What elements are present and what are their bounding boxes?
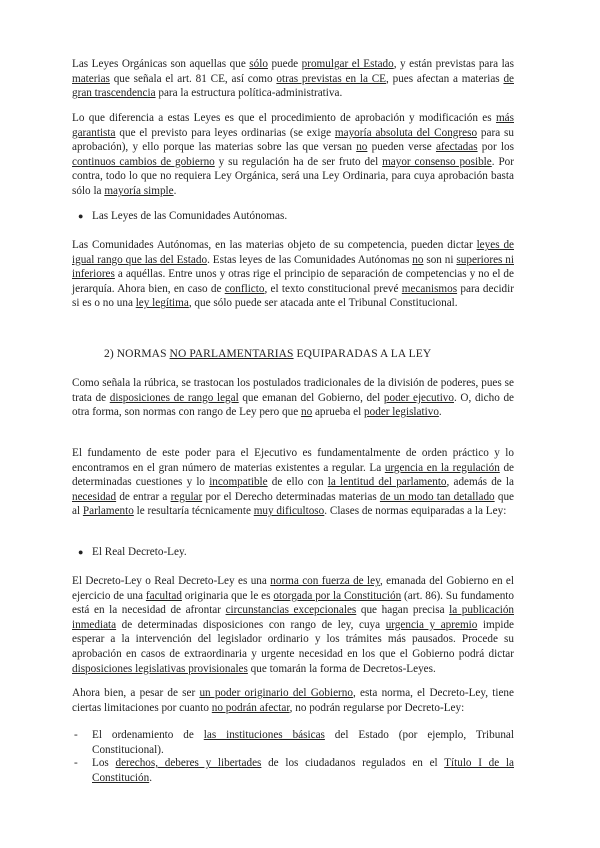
text: , pues afectan a materias (386, 72, 504, 85)
underlined-text: urgencia en la regulación (384, 461, 500, 474)
underlined-text: conflicto (224, 282, 265, 295)
paragraph-fundamento (72, 446, 514, 519)
text: de los ciudadanos regulados en el (261, 757, 445, 769)
underlined-text: la lentitud del parlamento (327, 476, 447, 489)
text: Las Comunidades Autónomas, en las materias objeto de su competencia, pueden dictar (72, 239, 477, 251)
text: pueden verse (367, 141, 436, 154)
dash-text (92, 756, 514, 785)
paragraph-comunidades-autonomas (72, 238, 514, 311)
underlined-text: superiores ni inferiores (72, 253, 514, 281)
text: El Decreto-Ley o Real Decreto-Ley es una (72, 575, 271, 587)
text: . (173, 184, 177, 197)
underlined-text: norma con fuerza de ley (270, 575, 380, 587)
text: . Por contra, todo lo que no requiera Ley Orgánica, será una Ley Ordinaria, para cuya aprobación basta sólo la (72, 155, 514, 197)
text: impide esperar a la intervención del legislador ordinario y los trámites más pausados. Procede su aprobación en casos de extraordinaria y urgente necesidad en los que el Gobierno podrá dictar (72, 618, 515, 660)
text: puede (267, 58, 302, 70)
text: del Estado (por ejemplo, Tribunal Constitucional). (92, 729, 514, 756)
text: de entrar a (116, 490, 171, 503)
dash-marker: - (74, 757, 78, 769)
underlined-text: Título I de la Constitución (92, 757, 514, 784)
underlined-text: facultad (145, 589, 182, 602)
text: que al (72, 490, 515, 518)
text: que señala el art. 81 CE, así como (109, 72, 277, 85)
text: que emanan del Gobierno, del (238, 391, 384, 404)
text: que hagan precisa (356, 604, 450, 617)
underlined-text: un poder originario del Gobierno (199, 687, 353, 699)
text: que tomarán la forma de Decretos-Leyes. (247, 662, 436, 675)
text: , además de la (446, 476, 514, 489)
underlined-text: incompatible (209, 476, 268, 489)
text: originaria que le es (181, 589, 274, 602)
text: aprueba el (312, 406, 365, 419)
underlined-text: otorgada por la Constitución (273, 589, 402, 602)
text: , esta norma, el Decreto-Ley, tiene ciertas limitaciones por cuanto (72, 687, 514, 714)
paragraph-leyes-organicas (72, 57, 514, 101)
text: , el texto constitucional prevé (264, 282, 402, 295)
text: Lo que diferencia a estas Leyes es que el procedimiento de aprobación y modificación es (72, 112, 496, 124)
underlined-text: mayor consenso posible (382, 155, 492, 168)
underlined-text: materias (72, 72, 110, 85)
text: . (149, 771, 152, 784)
text: para la estructura política-administrativa. (155, 87, 343, 100)
underlined-text: no (300, 406, 313, 419)
paragraph-limitaciones (72, 686, 514, 715)
underlined-text: la publicación inmediata (72, 604, 515, 631)
text: El fundamento de este poder para el Ejecutivo es fundamentalmente de orden práctico y lo encontramos en el gran número de materias existentes a regular. La (72, 447, 514, 474)
paragraph-diferencia (72, 111, 514, 199)
text: , emanada del Gobierno en el ejercicio de una (72, 575, 514, 602)
text: y su regulación ha de ser fruto del (214, 155, 383, 168)
text: EQUIPARADAS A LA LEY (293, 348, 432, 360)
underlined-text: regular (170, 490, 203, 503)
underlined-text: poder ejecutivo (383, 391, 454, 404)
underlined-text: mayoría simple (104, 184, 174, 197)
text: para su aprobación), y ello porque las materias sobre las que versan (72, 126, 514, 154)
text: por el Derecho determinadas materias (202, 490, 380, 503)
underlined-text: poder legislativo (364, 406, 439, 419)
underlined-text: de un modo tan detallado (379, 490, 495, 503)
underlined-text: no (412, 253, 424, 266)
underlined-text: Parlamento (82, 505, 134, 518)
bullet-icon: ● (78, 211, 84, 221)
underlined-text: no (356, 141, 368, 154)
underlined-text: derechos, deberes y libertades (115, 757, 262, 769)
underlined-text: sólo (249, 58, 268, 70)
text: son ni (423, 253, 457, 266)
underlined-text: continuos cambios de gobierno (72, 155, 215, 168)
dash-marker: - (74, 729, 78, 741)
bullet-label: El Real Decreto-Ley. (92, 546, 187, 558)
text: 2) NORMAS (104, 348, 170, 360)
text: Las Leyes Orgánicas son aquellas que (72, 58, 250, 70)
text: , que sólo puede ser atacada ante el Tribunal Constitucional. (188, 297, 458, 310)
text: de determinadas cuestiones y lo (72, 461, 515, 489)
underlined-text: mecanismos (401, 282, 458, 295)
dash-text (92, 728, 514, 757)
underlined-text: necesidad (72, 490, 117, 503)
underlined-text: mayoría absoluta del Congreso (334, 126, 478, 139)
text: le resultaría técnicamente (133, 505, 254, 518)
underlined-text: no podrán afectar (211, 701, 290, 714)
text: para decidir si es o no una (72, 282, 514, 310)
text: . Estas leyes de las Comunidades Autónomas (207, 253, 413, 266)
text: Ahora bien, a pesar de ser (72, 687, 200, 699)
text: (art. 86). Su fundamento está en la necesidad de afrontar (72, 589, 515, 617)
section-heading (104, 347, 431, 362)
underlined-text: afectadas (435, 141, 478, 154)
text: Como señala la rúbrica, se trastocan los postulados tradicionales de la división de poderes, pues se trata de (72, 377, 514, 404)
paragraph-rubrica (72, 376, 514, 420)
text: a aquéllas. Entre unos y otras rige el principio de separación de competencias y no el de jerarquía. Ahora bien, en caso de (72, 268, 514, 295)
text: de ello con (267, 476, 328, 489)
underlined-text: leyes de igual rango que las del Estado (72, 239, 515, 266)
underlined-text: las instituciones básicas (203, 729, 325, 741)
text: El ordenamiento de (92, 729, 204, 741)
text: de determinadas disposiciones con rango de ley, cuya (116, 618, 386, 631)
text: que el previsto para leyes ordinarias (se exige (115, 126, 335, 139)
bullet-icon: ● (78, 547, 84, 557)
underlined-text: circunstancias excepcionales (225, 604, 357, 617)
underlined-text: otras previstas en la CE (276, 72, 387, 85)
underlined-text: disposiciones legislativas provisionales (72, 662, 248, 675)
text: , no podrán regularse por Decreto-Ley: (289, 701, 465, 714)
text: , y están previstas para las (393, 58, 515, 70)
paragraph-decreto-ley (72, 574, 514, 676)
underlined-text: más garantista (72, 112, 514, 139)
bullet-label: Las Leyes de las Comunidades Autónomas. (92, 210, 288, 222)
underlined-text: promulgar el Estado (301, 58, 394, 70)
text: . O, dicho de otra forma, son normas con rango de Ley pero que (72, 391, 515, 419)
underlined-text: NO PARLAMENTARIAS (169, 348, 294, 360)
underlined-text: de gran trascendencia (72, 72, 514, 100)
text: por los (477, 141, 514, 154)
underlined-text: urgencia y apremio (385, 618, 478, 631)
text: Los (92, 757, 116, 769)
text: . Clases de normas equiparadas a la Ley: (324, 505, 507, 518)
underlined-text: ley legítima (135, 297, 189, 310)
text: . (438, 406, 442, 419)
underlined-text: muy dificultoso (253, 505, 325, 518)
underlined-text: disposiciones de rango legal (109, 391, 239, 404)
